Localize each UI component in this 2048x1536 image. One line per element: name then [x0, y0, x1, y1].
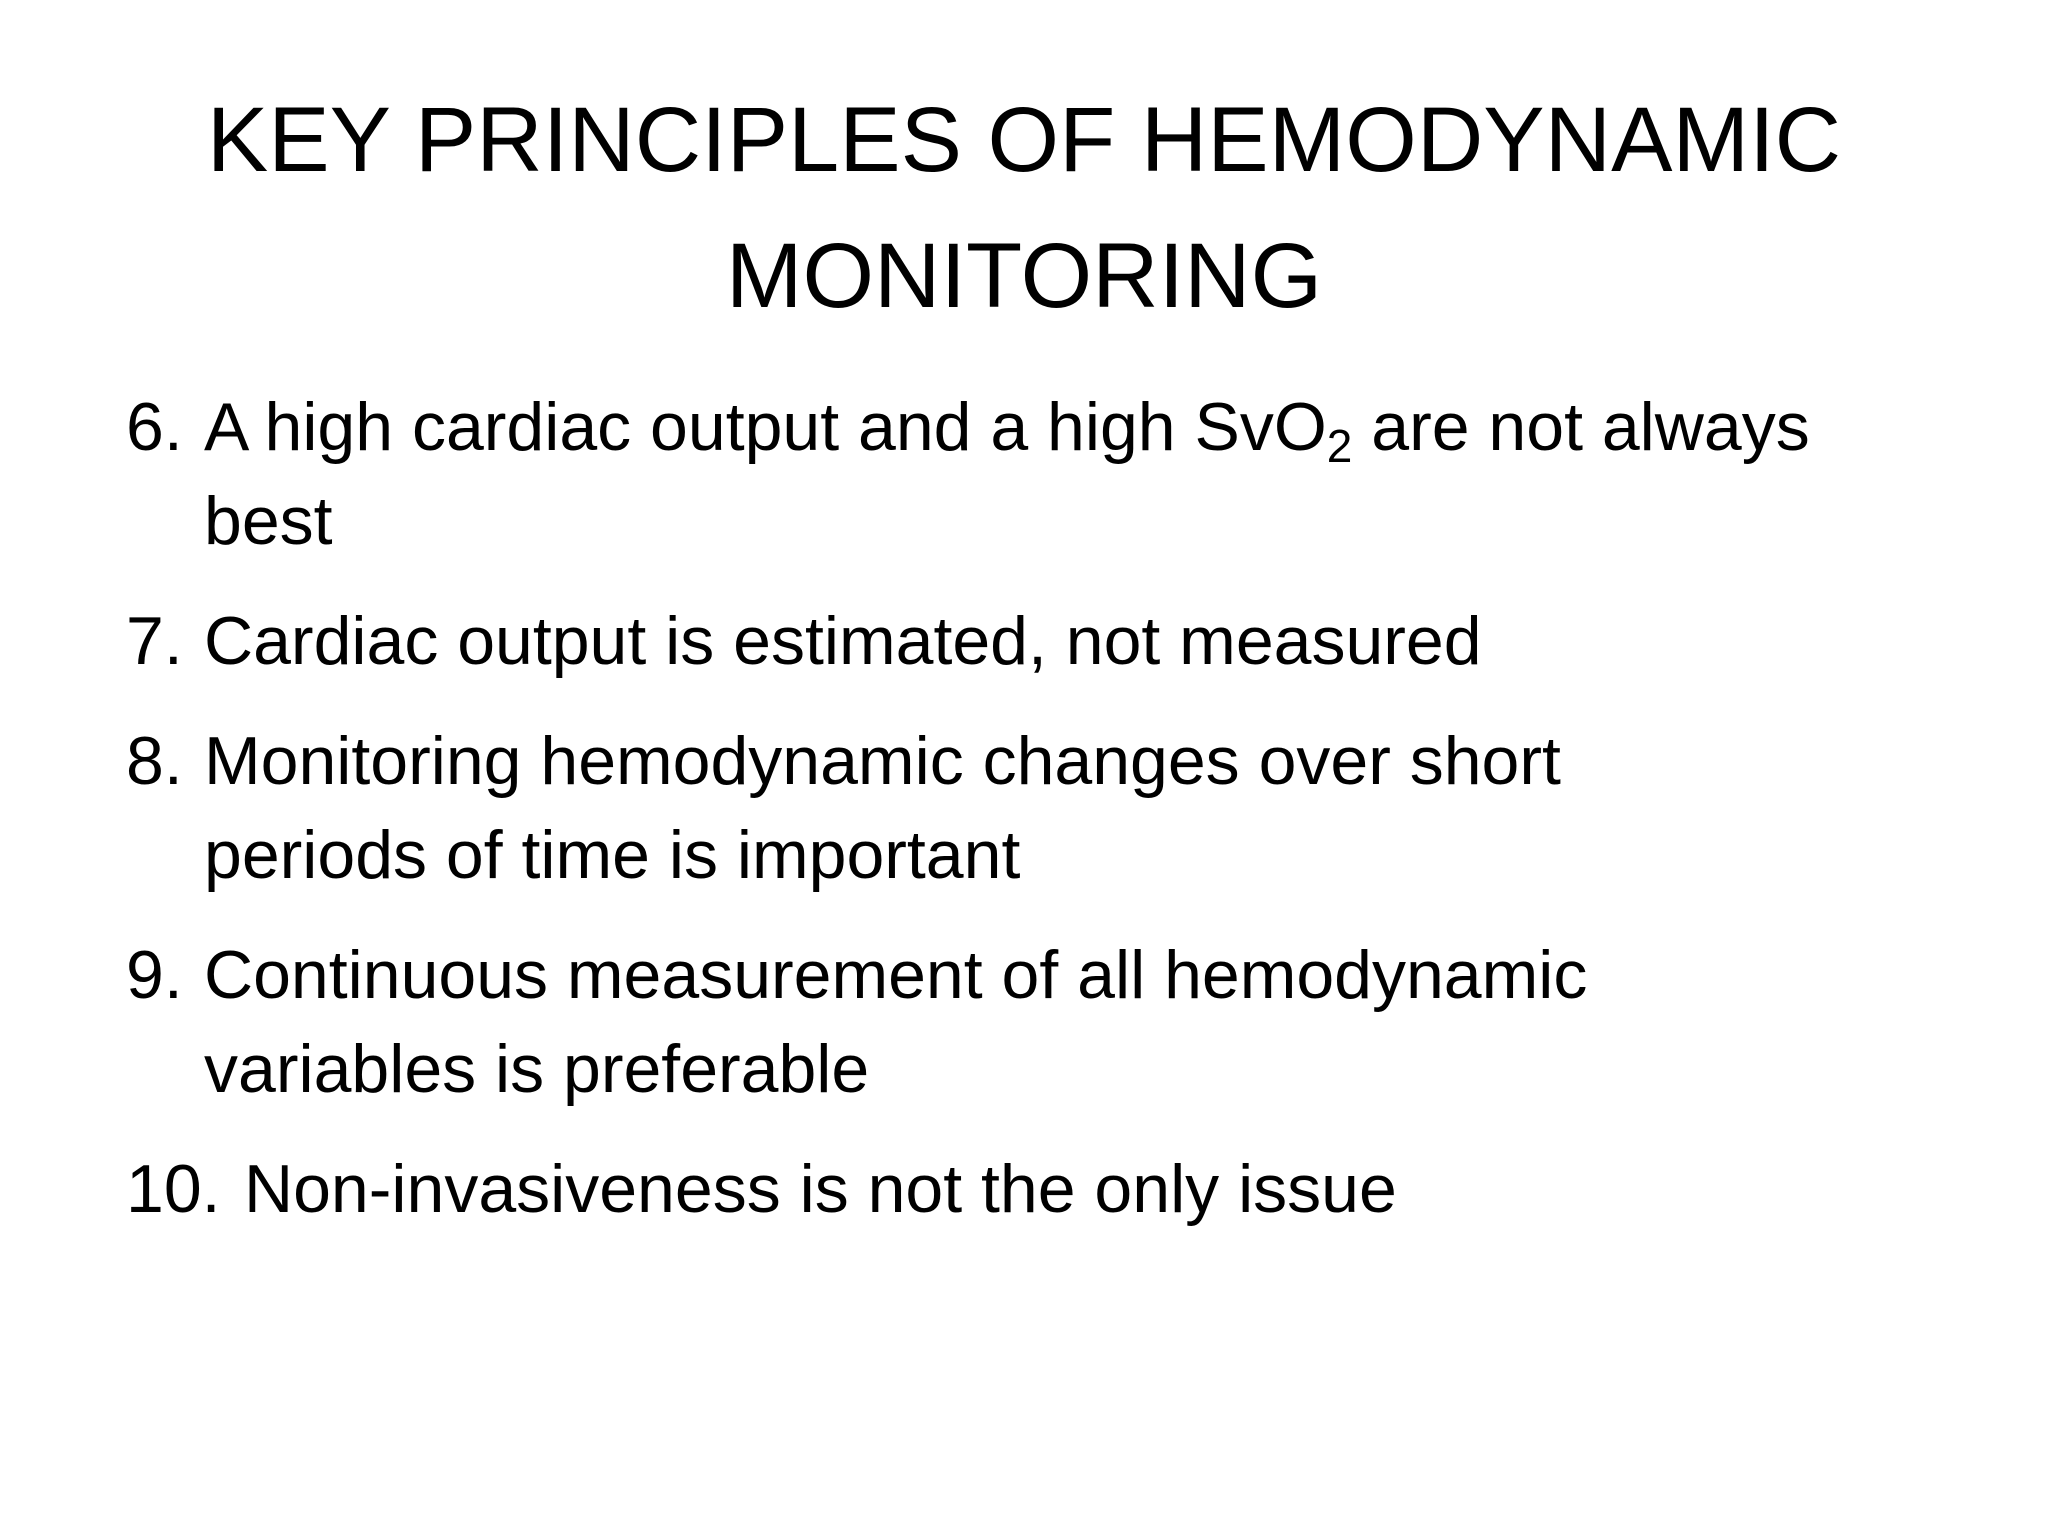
item-text	[204, 714, 1946, 902]
item-text-line-2: variables is preferable	[204, 1031, 870, 1107]
item-text-line-1: Cardiac output is estimated, not measured	[204, 603, 1482, 679]
item-text-line-2: periods of time is important	[204, 817, 1021, 893]
list-item-9	[126, 928, 1946, 1116]
item-text	[204, 928, 1946, 1116]
item-text	[244, 1142, 1946, 1236]
item-text-line-1: Monitoring hemodynamic changes over short	[204, 723, 1561, 799]
principles-list	[126, 380, 1946, 1262]
list-item-10	[126, 1142, 1946, 1236]
slide-title-line-1: KEY PRINCIPLES OF HEMODYNAMIC	[206, 89, 1842, 191]
list-item-8	[126, 714, 1946, 902]
item-text	[204, 380, 1946, 568]
item-text	[204, 594, 1946, 688]
item-number: 7.	[126, 603, 183, 679]
item-text-line-1: Continuous measurement of all hemodynamic	[204, 937, 1588, 1013]
list-item-6	[126, 380, 1946, 568]
subscript-two: 2	[1326, 420, 1353, 472]
item-text-line-2: best	[204, 483, 333, 559]
item-number: 10.	[126, 1151, 221, 1227]
item-text-line-1	[204, 380, 1946, 474]
item-number: 8.	[126, 723, 183, 799]
item-number: 6.	[126, 389, 183, 465]
item-text-prefix: A high cardiac output and a high SvO	[204, 389, 1327, 465]
item-text-suffix: are not always	[1352, 389, 1810, 465]
list-item-7	[126, 594, 1946, 688]
slide-title	[120, 72, 1928, 344]
slide-title-line-2: MONITORING	[725, 225, 1323, 327]
item-number: 9.	[126, 937, 183, 1013]
item-text-line-1: Non-invasiveness is not the only issue	[244, 1151, 1397, 1227]
